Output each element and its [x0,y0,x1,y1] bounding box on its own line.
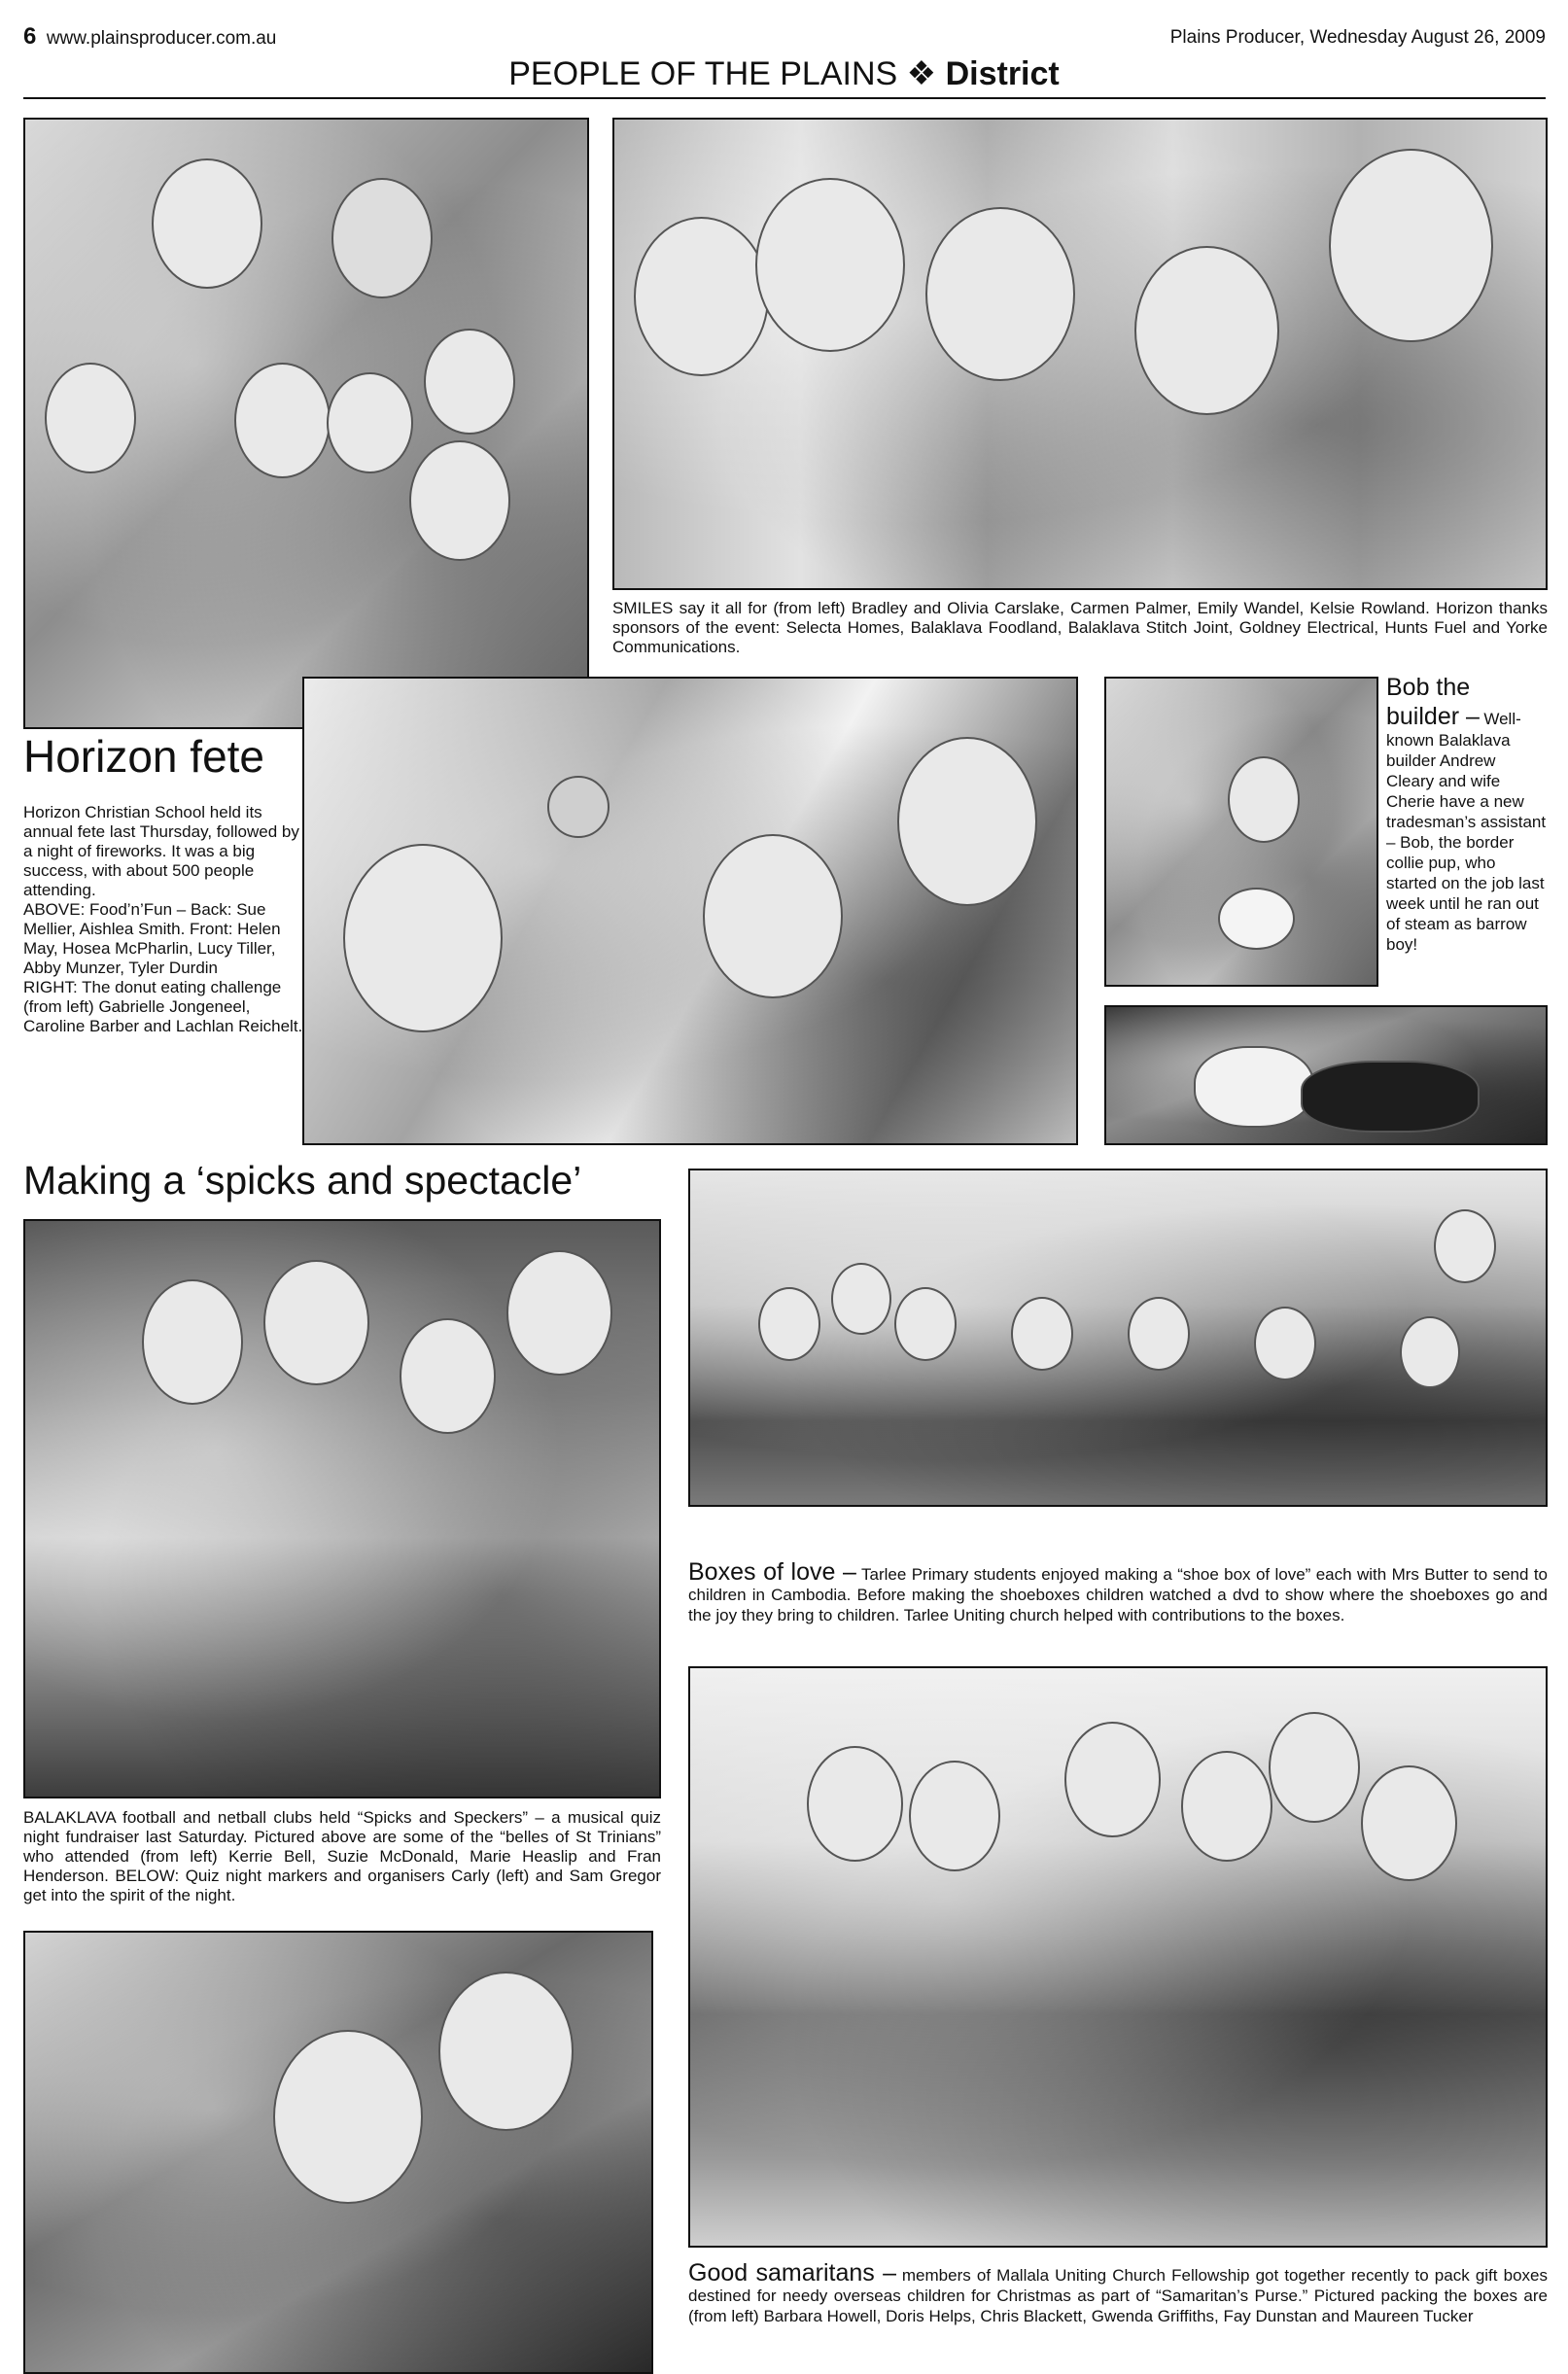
horizon-fete-body-1: Horizon Christian School held its annual fete last Thursday, followed by a night of fireworks. It was a big success, with about 500 people attending. [23,803,299,899]
horizon-fete-body-3: RIGHT: The donut eating challenge (from left) Gabrielle Jongeneel, Caroline Barber and Lachlan Reichelt. [23,978,303,1035]
boxes-of-love-lead: Boxes of love – [688,1558,856,1586]
sleeping-puppy-photo [1104,1005,1548,1145]
bob-the-builder-lead: Bob the builder – [1386,674,1480,730]
horizon-fete-headline: Horizon fete [23,731,265,782]
good-samaritans-photo [688,1666,1548,2248]
section-subtitle: District [945,55,1060,92]
good-samaritans-lead: Good samaritans – [688,2259,897,2287]
food-n-fun-photo [23,118,589,729]
smiles-caption: SMILES say it all for (from left) Bradley and Olivia Carslake, Carmen Palmer, Emily Wandel, Kelsie Rowland. Horizon thanks sponsors of the event: Selecta Homes, Balaklava Foodland, Balaklava Stitch Joint, Goldney Electrical, Hunts Fuel and Yorke Communications. [612,599,1548,656]
good-samaritans-text [688,2259,1548,2327]
quiz-organisers-photo [23,1931,653,2374]
spicks-caption: BALAKLAVA football and netball clubs held “Spicks and Speckers” – a musical quiz night fundraiser last Saturday. Pictured above are some of the “belles of St Trinians” who attended (from left) Kerrie Bell, Suzie McDonald, Marie Heaslip and Fran Henderson. BELOW: Quiz night markers and organisers Carly (left) and Sam Gregor get into the spirit of the night. [23,1808,661,1904]
horizon-fete-article [23,731,303,1036]
section-title-text: PEOPLE OF THE PLAINS [508,55,898,92]
boxes-of-love-photo [688,1169,1548,1507]
website-url: www.plainsproducer.com.au [46,28,277,49]
donut-challenge-photo [302,677,1078,1145]
bob-the-builder-body: Well-known Balaklava builder Andrew Cleary and wife Cherie have a new tradesman’s assistant – Bob, the border collie pup, who started on the job last week until he ran out of steam as barrow boy! [1386,710,1547,954]
good-samaritans-body: members of Mallala Uniting Church Fellowship got together recently to pack gift boxes destined for needy overseas children for Christmas as part of “Samaritan’s Purse.” Pictured packing the boxes are (from left) Barbara Howell, Doris Helps, Chris Blackett, Gwenda Griffiths, Fay Dunstan and Maureen Tucker [688,2266,1548,2325]
horizon-fete-body-2: ABOVE: Food’n’Fun – Back: Sue Mellier, Aishlea Smith. Front: Helen May, Hosea McPharlin, Lucy Tiller, Abby Munzer, Tyler Durdin [23,900,281,977]
smiles-photo [612,118,1548,590]
page-number: 6 [23,23,37,50]
boxes-of-love-text [688,1558,1548,1626]
header-rule [23,97,1546,99]
bob-the-builder-text [1386,673,1547,956]
masthead-date: Plains Producer, Wednesday August 26, 2009 [1169,27,1546,48]
st-trinians-photo [23,1219,661,1798]
spicks-headline: Making a ‘spicks and spectacle’ [23,1158,582,1203]
boxes-of-love-body: Tarlee Primary students enjoyed making a “shoe box of love” each with Mrs Butter to send to children in Cambodia. Before making the shoeboxes children watched a dvd to show where the shoeboxes go and the joy they bring to children. Tarlee Uniting church helped with contributions to the boxes. [688,1565,1549,1624]
bob-the-builder-photo [1104,677,1378,987]
page-header [23,23,1546,52]
diamond-icon: ❖ [906,55,937,92]
section-title [0,54,1568,93]
